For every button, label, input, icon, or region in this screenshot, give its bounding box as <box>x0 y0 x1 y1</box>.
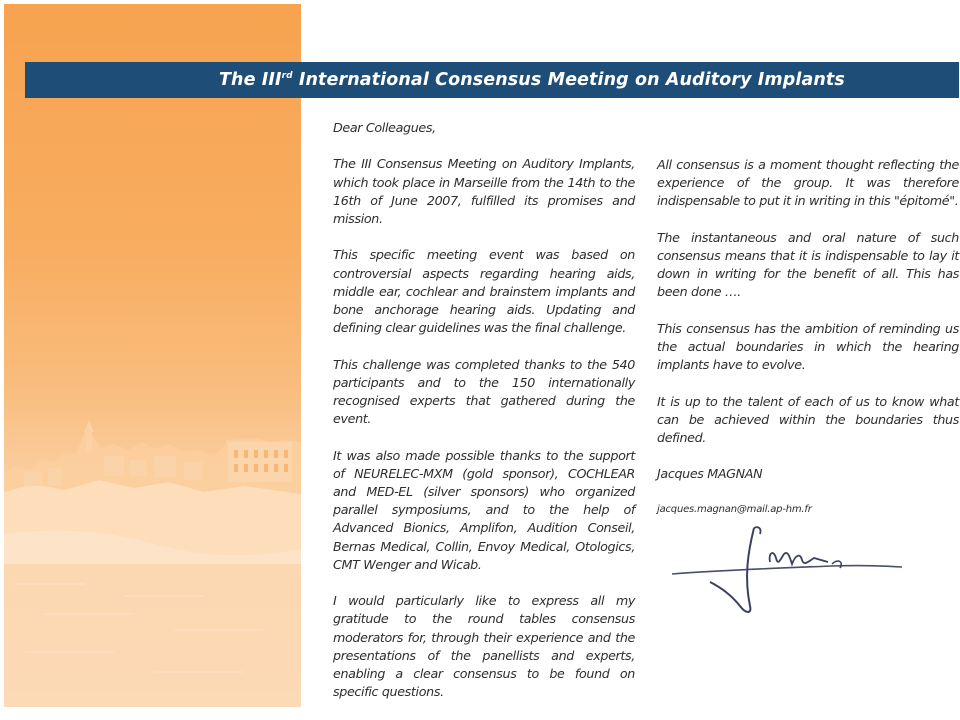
letter-paragraph: This consensus has the ambition of reminding us the actual boundaries in which the hearing implants have to evolve. <box>657 320 959 373</box>
letter-paragraph: The III Consensus Meeting on Auditory Implants, which took place in Marseille from the 14th to the 16th of June 2007, fulfilled its promises and mission. <box>333 156 635 226</box>
letter-right-column <box>657 156 959 518</box>
letter-paragraph: This challenge was completed thanks to the 540 participants and to the 150 internationally recognised experts that gathered during the event. <box>333 356 635 427</box>
harbor-town-illustration <box>4 4 301 707</box>
page-title: The IIIrd International Consensus Meeting on Auditory Implants <box>219 70 845 90</box>
letter-paragraph: It is up to the talent of each of us to know what can be achieved within the boundaries thus defined. <box>657 393 959 445</box>
letter-paragraph: The instantaneous and oral nature of such consensus means that it is indispensable to lay it down in writing for the benefit of all. This has been done …. <box>657 229 959 300</box>
signer-email: jacques.magnan@mail.ap-hm.fr <box>657 503 812 515</box>
letter-paragraph: It was also made possible thanks to the support of NEURELEC-MXM (gold sponsor), COCHLEAR and MED-EL (silver sponsors) who organized parallel symposiums, and to the help of Advanced Bionics, Amplifon, Audition Conseil, Bernas Medical, Collin, Envoy Medical, Otologics, CMT Wenger and Wicab. <box>333 447 635 572</box>
letter-paragraph: I would particularly like to express all my gratitude to the round tables consensus moderators for, through their experience and the presentations of the panellists and experts, enabling a clear consensus to be found on specific questions. <box>333 593 635 700</box>
letter-left-column <box>333 119 635 720</box>
signer-name: Jacques MAGNAN <box>657 466 763 482</box>
handwritten-signature <box>662 522 922 622</box>
letter-paragraph: This specific meeting event was based on controversial aspects regarding hearing aids, middle ear, cochlear and brainstem implants and bone anchorage hearing aids. Updating and defining clear guidelines was the final challenge. <box>333 247 635 336</box>
letter-greeting: Dear Colleagues, <box>333 120 436 135</box>
title-banner <box>25 62 959 98</box>
letter-paragraph: All consensus is a moment thought reflecting the experience of the group. It was therefore indispensable to put it in writing in this "épitomé". <box>657 157 959 209</box>
orange-photo-panel <box>4 4 301 707</box>
